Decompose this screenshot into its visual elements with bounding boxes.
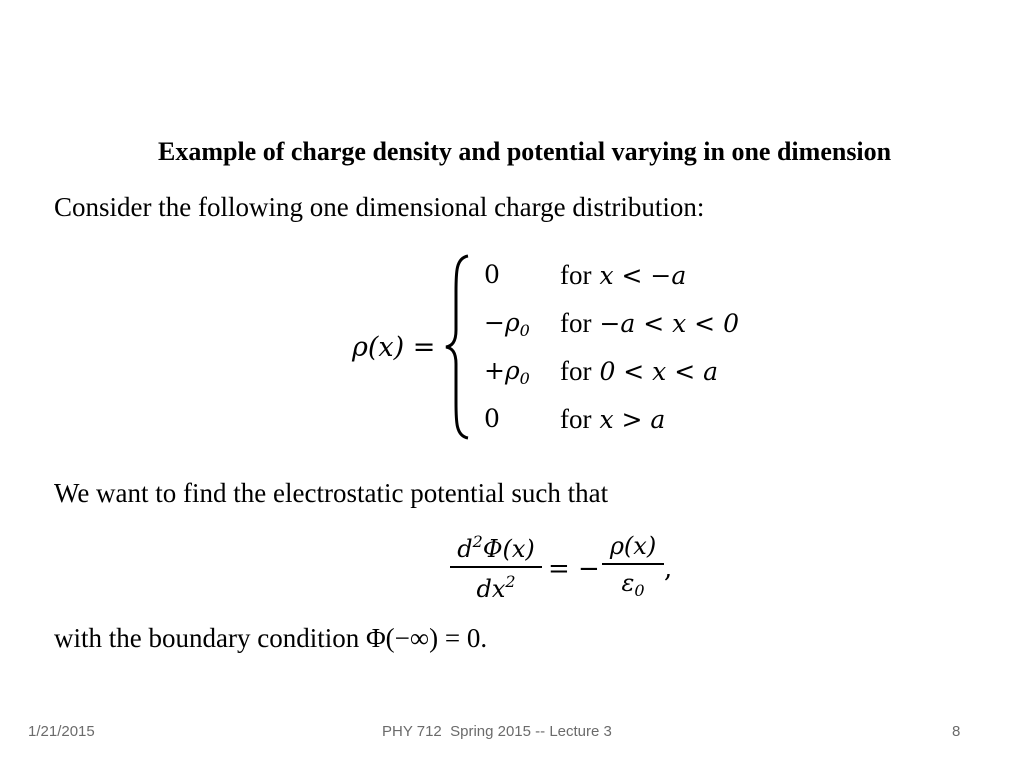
slide-title: Example of charge density and potential varying in one dimension [158, 137, 892, 166]
intro-text: Consider the following one dimensional charge distribution: [54, 192, 705, 222]
case-value: 0 [484, 404, 500, 433]
fraction-numerator: $d^2\Phi(x)$ [457, 532, 535, 563]
footer-title: PHY 712 Spring 2015 -- Lecture 3 [382, 723, 612, 740]
page-number: 8 [952, 723, 961, 740]
case-value: $+\rho_0$ [484, 356, 530, 388]
poisson-equation [450, 532, 680, 612]
fraction-bar [450, 566, 542, 568]
case-condition: for −a < x < 0 [560, 308, 739, 338]
want-text: We want to find the electrostatic potential such that [54, 478, 609, 508]
fraction-denominator: $dx^2$ [476, 571, 516, 603]
case-condition: for 0 < x < a [560, 356, 719, 386]
lhs-fraction [450, 532, 542, 603]
charge-density-equation [352, 252, 772, 442]
left-brace [444, 252, 474, 442]
equation-lhs: ρ(x) = [352, 332, 436, 363]
trailing-comma: , [664, 554, 673, 584]
fraction-denominator: $\varepsilon_0$ [621, 568, 645, 600]
footer-date: 1/21/2015 [28, 723, 95, 740]
case-condition: for x > a [560, 404, 666, 434]
case-value: 0 [484, 260, 500, 289]
fraction-numerator: ρ(x) [609, 532, 657, 560]
boundary-text: with the boundary condition Φ(−∞) = 0. [54, 623, 488, 653]
equals-minus: = − [548, 554, 600, 584]
rhs-fraction [602, 532, 664, 600]
case-value: $-\rho_0$ [484, 308, 530, 340]
case-condition: for x < −a [560, 260, 687, 290]
fraction-bar [602, 563, 664, 565]
